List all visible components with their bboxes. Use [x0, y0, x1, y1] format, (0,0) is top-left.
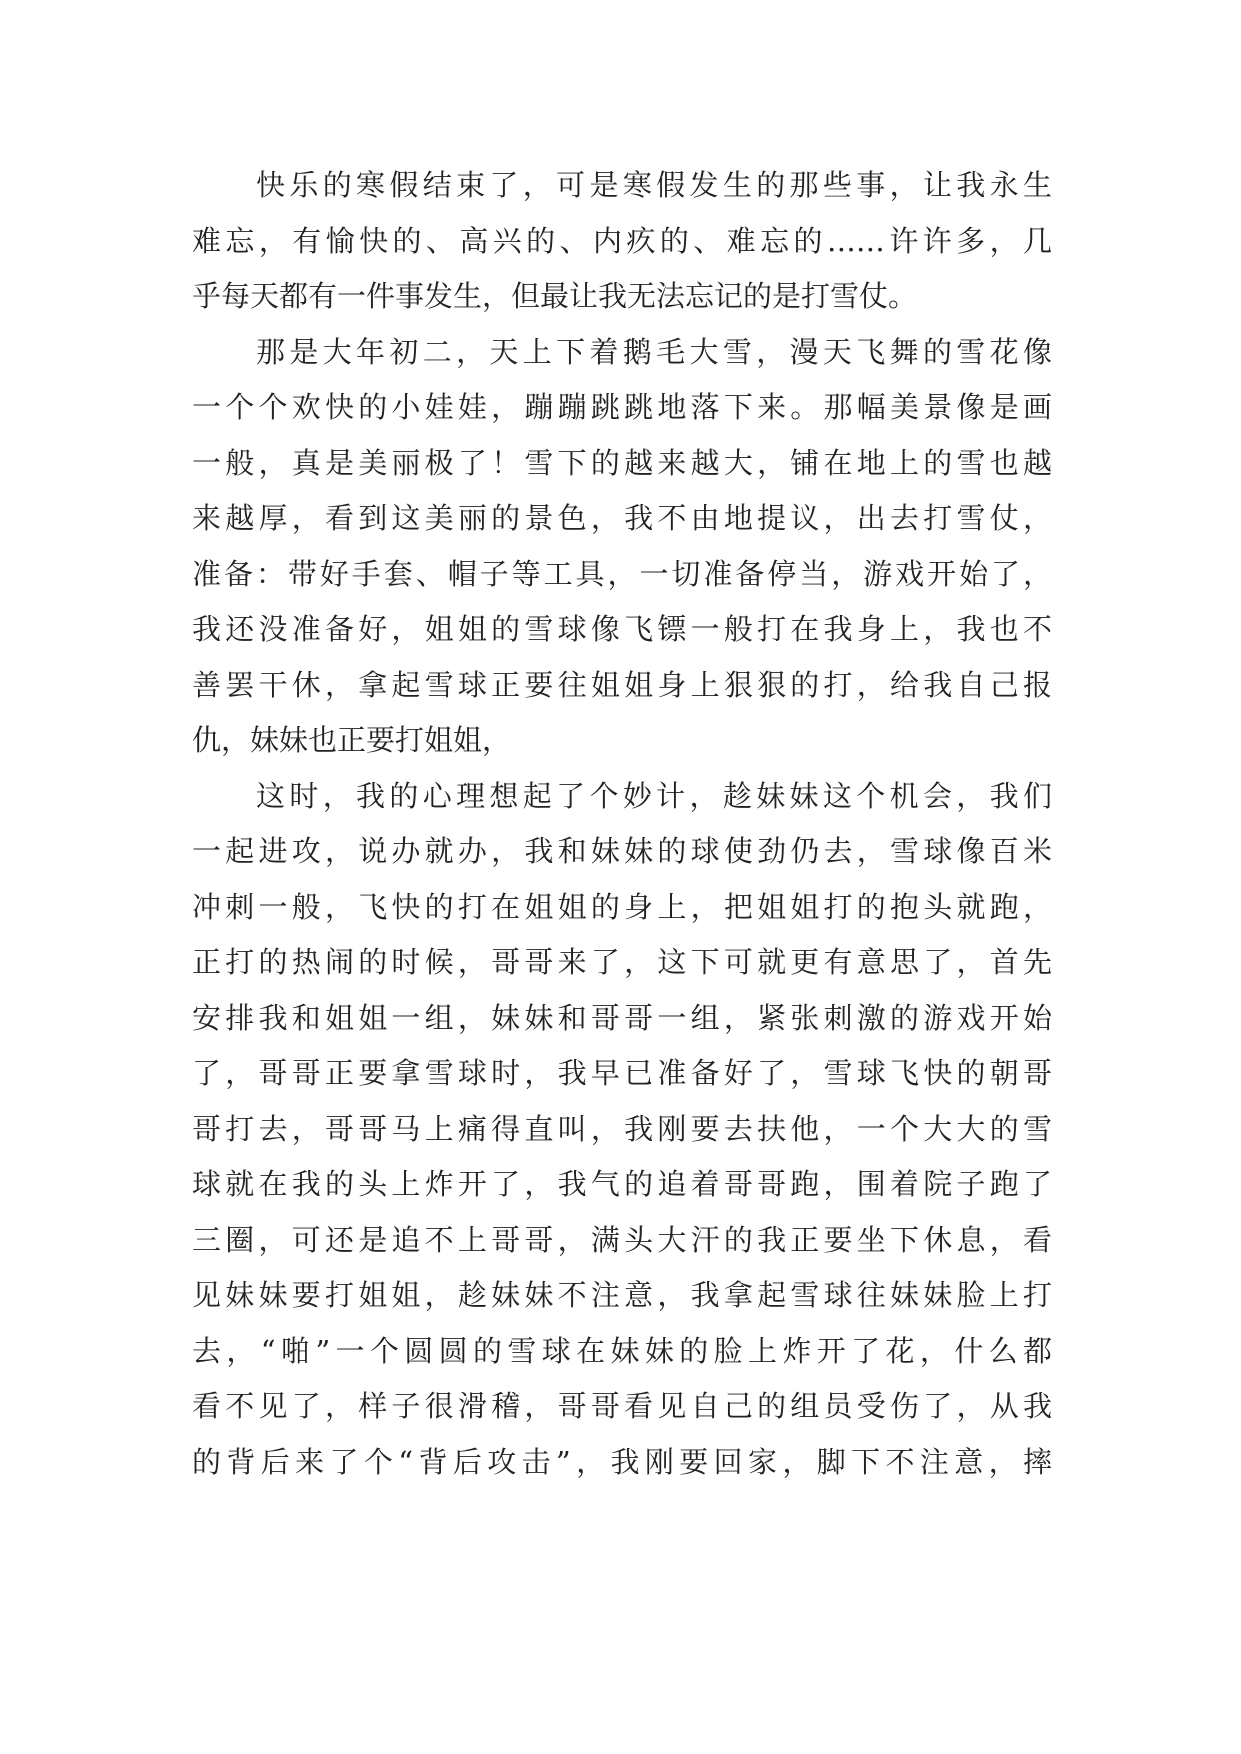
text-line: 球就在我的头上炸开了，我气的追着哥哥跑，围着院子跑了	[192, 1167, 1052, 1201]
text-line: 了，哥哥正要拿雪球时，我早已准备好了，雪球飞快的朝哥	[192, 1056, 1052, 1090]
text-line: 的背后来了个“背后攻击”，我刚要回家，脚下不注意，摔	[192, 1444, 1052, 1479]
text-line: 看不见了，样子很滑稽，哥哥看见自己的组员受伤了，从我	[192, 1389, 1052, 1423]
text-line: 哥打去，哥哥马上痛得直叫，我刚要去扶他，一个大大的雪	[192, 1111, 1052, 1146]
text-line: 去，“啪”一个圆圆的雪球在妹妹的脸上炸开了花，什么都	[192, 1333, 1052, 1368]
text-line: 准备：带好手套、帽子等工具，一切准备停当，游戏开始了，	[192, 556, 1052, 591]
text-line: 一般，真是美丽极了！雪下的越来越大，铺在地上的雪也越	[192, 445, 1052, 480]
text-line: 一个个欢快的小娃娃，蹦蹦跳跳地落下来。那幅美景像是画	[192, 390, 1052, 424]
text-line: 冲刺一般，飞快的打在姐姐的身上，把姐姐打的抱头就跑，	[192, 889, 1052, 924]
paragraph	[192, 325, 1052, 769]
text-line: 仇，妹妹也正要打姐姐，	[192, 723, 512, 757]
text-line: 难忘，有愉快的、高兴的、内疚的、难忘的……许许多，几	[192, 223, 1052, 258]
text-line: 一起进攻，说办就办，我和妹妹的球使劲仍去，雪球像百米	[192, 834, 1052, 868]
text-line: 这时，我的心理想起了个妙计，趁妹妹这个机会，我们	[256, 778, 1052, 813]
text-line: 我还没准备好，姐姐的雪球像飞镖一般打在我身上，我也不	[192, 612, 1052, 646]
essay-body	[192, 158, 1052, 1490]
paragraph	[192, 158, 1052, 325]
text-line: 来越厚，看到这美丽的景色，我不由地提议，出去打雪仗，	[192, 501, 1052, 535]
paragraph	[192, 769, 1052, 1491]
text-line: 快乐的寒假结束了，可是寒假发生的那些事，让我永生	[256, 168, 1052, 202]
text-line: 见妹妹要打姐姐，趁妹妹不注意，我拿起雪球往妹妹脸上打	[192, 1278, 1052, 1312]
text-line: 善罢干休，拿起雪球正要往姐姐身上狠狠的打，给我自己报	[192, 667, 1052, 702]
text-line: 三圈，可还是追不上哥哥，满头大汗的我正要坐下休息，看	[192, 1222, 1052, 1257]
text-line: 安排我和姐姐一组，妹妹和哥哥一组，紧张刺激的游戏开始	[192, 1000, 1052, 1035]
text-line: 那是大年初二，天上下着鹅毛大雪，漫天飞舞的雪花像	[256, 334, 1052, 369]
text-line: 正打的热闹的时候，哥哥来了，这下可就更有意思了，首先	[192, 945, 1052, 979]
text-line: 乎每天都有一件事发生，但最让我无法忘记的是打雪仗。	[192, 279, 918, 313]
